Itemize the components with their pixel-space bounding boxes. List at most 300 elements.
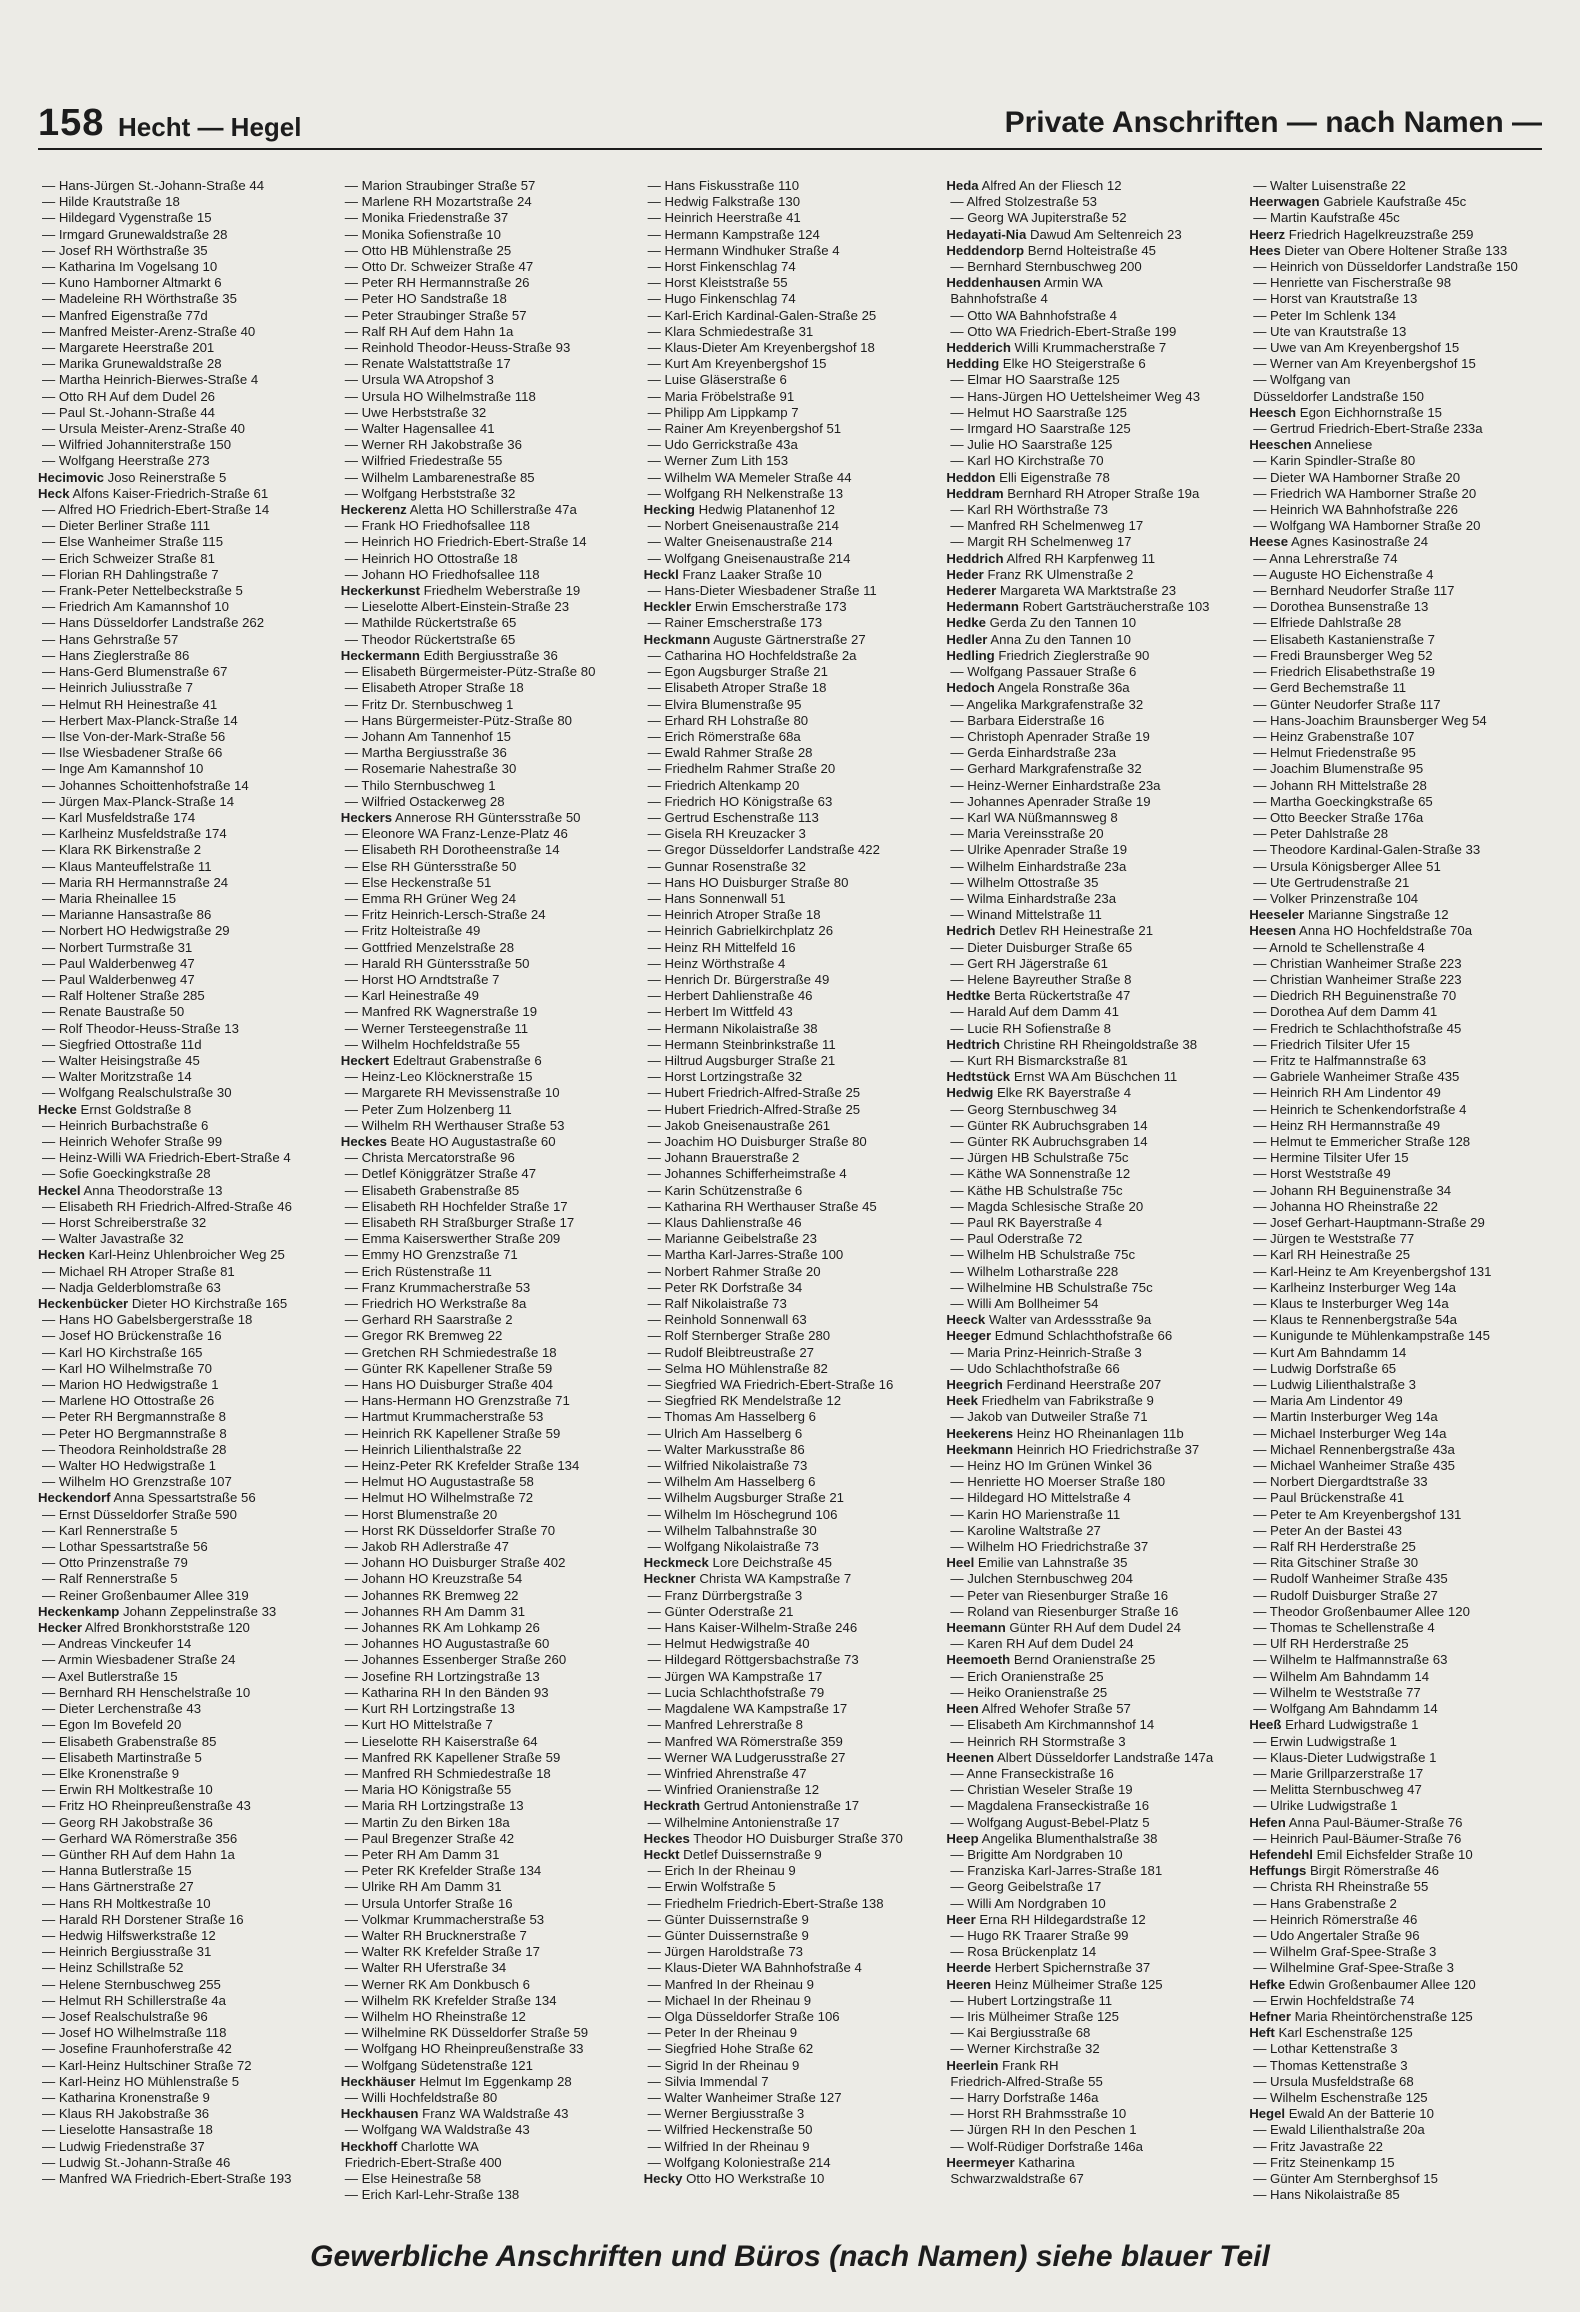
directory-entry: — Elvira Blumenstraße 95 [647,696,802,712]
directory-entry: — Jakob Gneisenaustraße 261 [647,1117,831,1133]
directory-entry: — Wilfried Johanniterstraße 150 [42,437,232,453]
directory-entry: — Hans Bürgermeister-Pütz-Straße 80 [344,712,572,728]
directory-entry: — Bernhard RH Henschelstraße 10 [42,1684,251,1700]
directory-entry: — Elisabeth Atroper Straße 18 [647,680,827,696]
directory-entry: Heckenbücker Dieter HO Kirchstraße 165 [38,1296,288,1312]
directory-entry: — Elisabeth Kastanienstraße 7 [1253,631,1435,647]
directory-entry: — Friedhelm Friedrich-Ebert-Straße 138 [647,1895,884,1911]
directory-entry: Heckt Detlef Duissernstraße 9 [643,1846,822,1862]
directory-entry: Hedayati-Nia Dawud Am Seltenreich 23 [946,226,1182,242]
directory-entry: — Werner Zum Lith 153 [647,453,789,469]
directory-entry: — Wolfgang Passauer Straße 6 [950,664,1137,680]
directory-entry: — Uwe van Am Kreyenbergshof 15 [1253,340,1460,356]
directory-entry: — Heinrich RH Am Lindentor 49 [1253,1085,1441,1101]
directory-entry: — Else Heckenstraße 51 [344,874,492,890]
directory-entry: — Heinz Schillstraße 52 [42,1960,184,1976]
directory-entry: — Wolf-Rüdiger Dorfstraße 146a [950,2138,1143,2154]
directory-entry: — Fritz Steinenkamp 15 [1253,2154,1395,2170]
directory-entry: — Helmut HO Augustastraße 58 [344,1474,534,1490]
directory-entry: Heckes Theodor HO Duisburger Straße 370 [643,1830,903,1846]
directory-entry: — Uwe Herbststraße 32 [344,404,487,420]
directory-entry: — Otto Beecker Straße 176a [1253,809,1424,825]
directory-entry: — Wilhelm te Halfmannstraße 63 [1253,1652,1448,1668]
directory-entry: Heckhäuser Helmut Im Eggenkamp 28 [340,2073,572,2089]
directory-entry: Heerz Friedrich Hagelkreuzstraße 259 [1249,226,1474,242]
directory-entry: Hecken Karl-Heinz Uhlenbroicher Weg 25 [38,1247,285,1263]
directory-entry: — Christian Weseler Straße 19 [950,1782,1133,1798]
directory-entry: — Erich Schweizer Straße 81 [42,550,215,566]
directory-entry: — Winand Mittelstraße 11 [950,907,1102,923]
directory-entry: — Silvia Immendal 7 [647,2073,769,2089]
directory-entry: — Egon Im Bovefeld 20 [42,1717,182,1733]
directory-entry: — Karin Schützenstraße 6 [647,1182,803,1198]
directory-entry: Hedtrich Christine RH Rheingoldstraße 38 [946,1036,1198,1052]
directory-entry: — Ulrike Apenrader Straße 19 [950,842,1128,858]
directory-entry: — Wilhelm RH Werthauser Straße 53 [344,1117,565,1133]
directory-entry: — Helmut RH Schillerstraße 4a [42,1992,226,2008]
directory-entry: — Günter RK Aubruchsgraben 14 [950,1133,1148,1149]
directory-entry: Hedoch Angela Ronstraße 36a [946,680,1130,696]
directory-entry: — Klaus-Dieter Ludwigstraße 1 [1253,1749,1437,1765]
directory-entry: — Rainer Emscherstraße 173 [647,615,823,631]
directory-entry: — Wilhelm Eschenstraße 125 [1253,2089,1428,2105]
directory-entry: — Reinhold Theodor-Heuss-Straße 93 [344,340,571,356]
directory-entry: — Melitta Sternbuschweg 47 [1253,1782,1422,1798]
directory-entry: — Peter RK Krefelder Straße 134 [344,1863,542,1879]
directory-entry: — Elisabeth RH Friedrich-Alfred-Straße 46 [42,1198,292,1214]
directory-entry: — Rolf Theodor-Heuss-Straße 13 [42,1020,239,1036]
directory-entry: — Jürgen te Weststraße 77 [1253,1231,1415,1247]
directory-entry: — Maria Vereinsstraße 20 [950,826,1104,842]
directory-entry: — Ralf Holtener Straße 285 [42,988,205,1004]
directory-entry: — Friedhelm Rahmer Straße 20 [647,761,836,777]
directory-entry: — Christa RH Rheinstraße 55 [1253,1879,1429,1895]
directory-entry: — Else Wanheimer Straße 115 [42,534,224,550]
directory-entry: — Manfred RH Schmiedestraße 18 [344,1765,551,1781]
directory-entry: — Barbara Eiderstraße 16 [950,712,1105,728]
directory-entry: — Ralf RH Auf dem Hahn 1a [344,323,514,339]
directory-entry: — Heinrich Paul-Bäumer-Straße 76 [1253,1830,1462,1846]
directory-entry: — Josef HO Brückenstraße 16 [42,1328,222,1344]
directory-entry: — Maria Am Lindentor 49 [1253,1393,1403,1409]
directory-entry: — Friedrich Elisabethstraße 19 [1253,664,1435,680]
directory-entry: — Fredi Braunsberger Weg 52 [1253,647,1433,663]
directory-entry: Heckrath Gertrud Antonienstraße 17 [643,1798,860,1814]
directory-entry: — Ilse Wiesbadener Straße 66 [42,745,223,761]
directory-entry: — Florian RH Dahlingstraße 7 [42,566,219,582]
directory-entry: — Heinrich Burbachstraße 6 [42,1117,209,1133]
directory-entry: — Klaus RH Jakobstraße 36 [42,2106,210,2122]
directory-entry: — Dorothea Bunsenstraße 13 [1253,599,1429,615]
directory-entry: Heda Alfred An der Fliesch 12 [946,178,1122,193]
directory-entry: Hedermann Robert Gartsträucherstraße 103 [946,599,1210,615]
directory-entry: — Wilfried In der Rheinau 9 [647,2138,810,2154]
directory-entry: — Hilde Krautstraße 18 [42,194,180,210]
directory-entry: — Thomas Am Hasselberg 6 [647,1409,816,1425]
directory-entry: Heckner Christa WA Kampstraße 7 [643,1571,852,1587]
directory-entry: — Joachim Blumenstraße 95 [1253,761,1424,777]
directory-entry: — Hartmut Krummacherstraße 53 [344,1409,544,1425]
directory-entry: Heeren Heinz Mülheimer Straße 125 [946,1976,1163,1992]
directory-entry: — Marianne Hansastraße 86 [42,907,212,923]
directory-entry: — Johannes RK Am Lohkamp 26 [344,1620,540,1636]
directory-entry: — Dieter WA Hamborner Straße 20 [1253,469,1461,485]
directory-entry: — Rudolf Wanheimer Straße 435 [1253,1571,1448,1587]
directory-entry: — Ludwig Friedenstraße 37 [42,2138,205,2154]
directory-entry: Heckermann Edith Bergiusstraße 36 [340,647,558,663]
directory-entry: — Klaus te Insterburger Weg 14a [1253,1296,1449,1312]
directory-entry: — Hermine Tilsiter Ufer 15 [1253,1150,1409,1166]
directory-entry: — Hubert Friedrich-Alfred-Straße 25 [647,1101,861,1117]
directory-entry: — Maria Fröbelstraße 91 [647,388,795,404]
directory-entry: — Axel Butlerstraße 15 [42,1668,178,1684]
directory-entry: — Karlheinz Insterburger Weg 14a [1253,1279,1456,1295]
directory-entry: — Johann RH Beguinenstraße 34 [1253,1182,1452,1198]
directory-entry: — Peter Straubinger Straße 57 [344,307,527,323]
directory-entry: — Werner WA Ludgerusstraße 27 [647,1749,846,1765]
directory-entry: — Friedrich Altenkamp 20 [647,777,800,793]
directory-entry: — Armin Wiesbadener Straße 24 [42,1652,236,1668]
directory-entry: — Günter RK Aubruchsgraben 14 [950,1117,1148,1133]
directory-entry: — Michael RH Atroper Straße 81 [42,1263,235,1279]
directory-entry: — Heinrich HO Friedrich-Ebert-Straße 14 [344,534,587,550]
directory-entry: — Peter RH Am Damm 31 [344,1846,500,1862]
directory-entry: — Marlene RH Mozartstraße 24 [344,194,532,210]
directory-entry: Heddendorp Bernd Holteistraße 45 [946,242,1157,258]
directory-entry: — Günter Duissernstraße 9 [647,1927,809,1943]
directory-entry: Heekmann Heinrich HO Friedrichstraße 37 [946,1441,1200,1457]
directory-entry: — Christa Mercatorstraße 96 [344,1150,515,1166]
directory-entry: — Wolfgang Realschulstraße 30 [42,1085,232,1101]
directory-entry: — Thomas te Schellenstraße 4 [1253,1620,1435,1636]
directory-entry: — Egon Augsburger Straße 21 [647,664,828,680]
directory-entry: — Paul Brückenstraße 41 [1253,1490,1405,1506]
directory-entry: — Willi Am Nordgraben 10 [950,1895,1106,1911]
directory-entry: — Walter RK Krefelder Straße 17 [344,1944,540,1960]
directory-entry: — Horst Schreiberstraße 32 [42,1215,207,1230]
directory-entry: — Ulf RH Herderstraße 25 [1253,1636,1409,1652]
directory-entry: — Walter Moritzstraße 14 [42,1069,192,1085]
directory-entry: — Martha Bergiusstraße 36 [344,745,507,761]
directory-entry: — Fritz HO Rheinpreußenstraße 43 [42,1798,251,1814]
directory-entry: — Günter Duissernstraße 9 [647,1911,809,1927]
directory-entry: — Otto RH Auf dem Dudel 26 [42,388,215,404]
directory-entry: — Erich Römerstraße 68a [647,728,801,744]
directory-entry: — Käthe HB Schulstraße 75c [950,1182,1123,1198]
directory-entry: — Jakob van Dutweiler Straße 71 [950,1409,1148,1425]
directory-entry: — Klaus Dahlienstraße 46 [647,1215,802,1230]
directory-entry: — Wolfgang Heerstraße 273 [42,453,210,469]
directory-entry: — Karl RH Wörthstraße 73 [950,502,1108,518]
directory-entry: — Hugo Finkenschlag 74 [647,291,796,307]
directory-entry: Heerlein Frank RH [946,2057,1059,2073]
directory-entry: — Elisabeth Am Kirchmannshof 14 [950,1717,1155,1733]
directory-entry: — Norbert Turmstraße 31 [42,939,193,955]
directory-entry: — Wilhelm Lotharstraße 228 [950,1263,1119,1279]
directory-entry: — Siegfried Hohe Straße 62 [647,2041,814,2057]
directory-entry: — Eleonore WA Franz-Lenze-Platz 46 [344,826,568,842]
directory-entry: — Günter RK Kapellener Straße 59 [344,1360,553,1376]
directory-entry: — Ursula HO Wilhelmstraße 118 [344,388,536,404]
directory-entry: — Hans-Hermann HO Grenzstraße 71 [344,1393,570,1409]
directory-entry: — Karl-Heinz te Am Kreyenbergshof 131 [1253,1263,1492,1279]
directory-entry: — Kurt Am Bahndamm 14 [1253,1344,1407,1360]
directory-entry: — Franz Dürrbergstraße 3 [647,1587,803,1603]
directory-entry: — Peter RH Hermannstraße 26 [344,275,530,291]
directory-entry: — Heinrich te Schenkendorfstraße 4 [1253,1101,1467,1117]
directory-entry: Hecky Otto HO Werkstraße 10 [643,2170,825,2186]
directory-entry: — Karl WA Nüßmannsweg 8 [950,809,1118,825]
directory-entry: — Peter HO Bergmannstraße 8 [42,1425,227,1441]
directory-entry: — Maria RH Hermannstraße 24 [42,874,229,890]
directory-entry: — Johann Am Tannenhof 15 [344,728,511,744]
directory-entry: — Gerda Einhardstraße 23a [950,745,1117,761]
directory-entry: — Gregor RK Bremweg 22 [344,1328,503,1344]
directory-entry: — Manfred WA Friedrich-Ebert-Straße 193 [42,2170,292,2186]
directory-entry: — Otto WA Friedrich-Ebert-Straße 199 [950,323,1177,339]
directory-entry: — Ludwig Lilienthalstraße 3 [1253,1377,1416,1393]
directory-entry: Hedding Elke HO Steigerstraße 6 [946,356,1146,372]
directory-entry: — Elke Kronenstraße 9 [42,1765,180,1781]
directory-entry: Heckerkunst Friedhelm Weberstraße 19 [340,583,581,599]
directory-entry: — Hans Gehrstraße 57 [42,631,179,647]
directory-entry: — Norbert HO Hedwigstraße 29 [42,923,230,939]
directory-entry: — Ursula Meister-Arenz-Straße 40 [42,421,245,437]
directory-entry: — Gabriele Wanheimer Straße 435 [1253,1069,1460,1085]
directory-entry: — Wilhelm Talbahnstraße 30 [647,1522,817,1538]
directory-entry: — Wolfgang Herbststraße 32 [344,485,516,501]
directory-entry: — Martha Karl-Jarres-Straße 100 [647,1247,844,1263]
footer-note: Gewerbliche Anschriften und Büros (nach Namen) siehe blauer Teil [310,2240,1270,2273]
directory-entry: — Josefine RH Lortzingstraße 13 [344,1668,540,1684]
directory-entry: — Inge Am Kamannshof 10 [42,761,204,777]
directory-entry: — Angelika Markgrafenstraße 32 [950,696,1144,712]
directory-entry: — Else RH Güntersstraße 50 [344,858,517,874]
directory-entry: — Klara RK Birkenstraße 2 [42,842,202,858]
directory-entry: — Udo Gerrickstraße 43a [647,437,798,453]
directory-entry: Hedrich Detlev RH Heinestraße 21 [946,923,1154,939]
directory-entry: — Heinrich Wehofer Straße 99 [42,1133,223,1149]
directory-entry: — Frank HO Friedhofsallee 118 [344,518,530,534]
directory-entry: — Wilfried Heckenstraße 50 [647,2122,813,2138]
directory-entry: — Wolfgang August-Bebel-Platz 5 [950,1814,1150,1830]
directory-entry: — Hermann Nikolaistraße 38 [647,1020,818,1036]
directory-entry: — Elisabeth RH Hochfelder Straße 17 [344,1198,568,1214]
directory-entry: — Maria RH Lortzingstraße 13 [344,1798,524,1814]
directory-entry: — Helmut Hedwigstraße 40 [647,1636,810,1652]
directory-entry: — Hans Sonnenwall 51 [647,890,786,906]
directory-entry: — Marlene HO Ottostraße 26 [42,1393,215,1409]
directory-entry: — Hiltrud Augsburger Straße 21 [647,1052,836,1068]
directory-entry: — Wolfgang van [1253,372,1351,388]
directory-entry: — Georg WA Jupiterstraße 52 [950,210,1127,226]
directory-entry: — Otto Prinzenstraße 79 [42,1555,188,1571]
directory-entry: — Katharina Kronenstraße 9 [42,2089,210,2105]
directory-entry: — Monika Friedenstraße 37 [344,210,509,226]
directory-entry: — Franziska Karl-Jarres-Straße 181 [950,1863,1163,1879]
directory-entry: — Günter Neudorfer Straße 117 [1253,696,1441,712]
directory-entry: — Karl Musfeldstraße 174 [42,809,196,825]
directory-entry: — Hans Kaiser-Wilhelm-Straße 246 [647,1620,858,1636]
directory-entry: — Martin Insterburger Weg 14a [1253,1409,1438,1425]
directory-entry: — Werner Tersteegenstraße 11 [344,1020,529,1036]
directory-entry: — Heinrich Gabrielkirchplatz 26 [647,923,834,939]
directory-entry: — Theodore Kardinal-Galen-Straße 33 [1253,842,1481,858]
directory-entry: — Peter In der Rheinau 9 [647,2025,798,2041]
directory-entry: — Marion HO Hedwigstraße 1 [42,1377,219,1393]
directory-entry: — Michael Wanheimer Straße 435 [1253,1458,1455,1474]
directory-entry: — Erhard RH Lohstraße 80 [647,712,809,728]
directory-entry: — Gunnar Rosenstraße 32 [647,858,806,874]
directory-entry: — Catharina HO Hochfeldstraße 2a [647,647,857,663]
directory-entry: — Wilhelm te Weststraße 77 [1253,1684,1421,1700]
directory-entry: Heese Agnes Kasinostraße 24 [1249,534,1429,550]
page-number: 158 [38,102,105,144]
directory-entry: — Alfred Stolzestraße 53 [950,194,1097,210]
directory-entry: — Wilhelm Einhardstraße 23a [950,858,1127,874]
directory-entry: — Otto HB Mühlenstraße 25 [344,242,512,258]
directory-entry: — Heinrich WA Bahnhofstraße 226 [1253,502,1458,518]
directory-entry: — Walter Markusstraße 86 [647,1441,805,1457]
directory-entry: Heckerenz Aletta HO Schillerstraße 47a [340,502,577,518]
directory-entry: — Marika Grunewaldstraße 28 [42,356,222,372]
directory-entry: — Karl-Heinz Hultschiner Straße 72 [42,2057,252,2073]
directory-entry: Hecking Hedwig Platanenhof 12 [643,502,835,518]
directory-entry: — Frank-Peter Nettelbeckstraße 5 [42,583,243,599]
directory-entry: — Johann HO Duisburger Straße 402 [344,1555,566,1571]
directory-entry: — Winfried Ahrenstraße 47 [647,1765,807,1781]
directory-entry: — Karl-Erich Kardinal-Galen-Straße 25 [647,307,877,323]
directory-entry: — Harry Dorfstraße 146a [950,2089,1099,2105]
directory-columns [38,178,1542,2224]
directory-entry: — Heinrich RH Stormstraße 3 [950,1733,1126,1749]
directory-entry: — Olga Düsseldorfer Straße 106 [647,2008,840,2024]
directory-entry: — Peter An der Bastei 43 [1253,1522,1402,1538]
directory-entry: Heen Alfred Wehofer Straße 57 [946,1701,1131,1717]
directory-entry: — Reinhold Sonnenwall 63 [647,1312,807,1328]
directory-entry: Heesen Anna HO Hochfeldstraße 70a [1249,923,1473,939]
directory-entry: — Rolf Sternberger Straße 280 [647,1328,831,1344]
directory-entry: — Gerhard Markgrafenstraße 32 [950,761,1142,777]
directory-entry: — Heinrich Römerstraße 46 [1253,1911,1418,1927]
directory-entry: — Josef Realschulstraße 96 [42,2008,208,2024]
directory-entry: Heckes Beate HO Augustastraße 60 [340,1133,556,1149]
directory-entry: — Heinz-Peter RK Krefelder Straße 134 [344,1458,580,1474]
directory-entry: — Emma Kaiserswerther Straße 209 [344,1231,561,1247]
directory-entry: — Siegfried Ottostraße 11d [42,1036,202,1052]
directory-entry: — Else Heinestraße 58 [344,2170,482,2186]
directory-entry: — Auguste HO Eichenstraße 4 [1253,566,1434,582]
directory-entry: — Hubert Friedrich-Alfred-Straße 25 [647,1085,861,1101]
directory-entry: Hedke Gerda Zu den Tannen 10 [946,615,1137,631]
directory-entry: — Ralf Nikolaistraße 73 [647,1296,787,1312]
directory-entry: — Gertrud Eschenstraße 113 [647,809,819,825]
directory-entry: — Rudolf Bleibtreustraße 27 [647,1344,814,1360]
directory-entry: — Peter RK Dorfstraße 34 [647,1279,803,1295]
directory-entry: — Ulrike RH Am Damm 31 [344,1879,502,1895]
directory-entry: — Bernhard Neudorfer Straße 117 [1253,583,1455,599]
directory-entry: — Christian Wanheimer Straße 223 [1253,955,1462,971]
directory-entry: — Hildegard Röttgersbachstraße 73 [647,1652,859,1668]
directory-entry: — Wolfgang Nikolaistraße 73 [647,1539,819,1555]
directory-entry: — Horst Finkenschlag 74 [647,259,796,275]
directory-entry: — Manfred Eigenstraße 77d [42,307,208,323]
directory-entry: — Klaus Manteuffelstraße 11 [42,858,212,874]
directory-entry: — Norbert Diergardtstraße 33 [1253,1474,1428,1490]
directory-entry: — Wilfried Friedestraße 55 [344,453,503,469]
directory-entry: — Wilhelmine HB Schulstraße 75c [950,1279,1153,1295]
directory-entry: — Werner RH Jakobstraße 36 [344,437,522,453]
directory-entry: — Wilhelm HO Grenzstraße 107 [42,1474,232,1490]
name-range: Hecht — Hegel [118,112,302,142]
directory-entry: — Ralf RH Herderstraße 25 [1253,1539,1416,1555]
directory-entry: — Walter HO Hedwigstraße 1 [42,1458,216,1474]
directory-entry: Heemann Günter RH Auf dem Dudel 24 [946,1620,1181,1636]
directory-entry: — Wilhelm Graf-Spee-Straße 3 [1253,1944,1437,1960]
directory-entry: — Reiner Großenbaumer Allee 319 [42,1587,249,1603]
directory-entry: Heesch Egon Eichhornstraße 15 [1249,404,1442,420]
directory-entry: — Peter van Riesenburger Straße 16 [950,1587,1169,1603]
directory-entry: — Erwin Hochfeldstraße 74 [1253,1992,1415,2008]
directory-entry: — Willi Hochfeldstraße 80 [344,2089,498,2105]
directory-entry: — Heinz RH Hermannstraße 49 [1253,1117,1441,1133]
directory-entry: — Martha Heinrich-Bierwes-Straße 4 [42,372,259,388]
directory-entry: — Walter RH Brucknerstraße 7 [344,1927,527,1943]
directory-entry: — Paul RK Bayerstraße 4 [950,1215,1103,1230]
directory-entry: — Katharina RH In den Bänden 93 [344,1684,549,1700]
directory-entry: — Martin Kaufstraße 45c [1253,210,1400,226]
directory-entry: — Walter Luisenstraße 22 [1253,178,1406,193]
directory-entry: — Hans-Gerd Blumenstraße 67 [42,664,228,680]
directory-entry: — Wilhelmine Antonienstraße 17 [647,1814,840,1830]
directory-entry: — Wilfried Ostackerweg 28 [344,793,505,809]
directory-entry: Heckhausen Franz WA Waldstraße 43 [340,2106,569,2122]
directory-entry: — Horst Lortzingstraße 32 [647,1069,803,1085]
directory-entry: — Johannes HO Augustastraße 60 [344,1636,550,1652]
directory-entry: — Karl RH Heinestraße 25 [1253,1247,1411,1263]
directory-entry: — Heinrich Heerstraße 41 [647,210,801,226]
directory-entry: — Karoline Waltstraße 27 [950,1522,1101,1538]
directory-entry: — Jürgen WA Kampstraße 17 [647,1668,823,1684]
directory-entry: — Heinrich Atroper Straße 18 [647,907,821,923]
directory-entry: — Renate Walstattstraße 17 [344,356,511,372]
directory-entry: Heekerens Heinz HO Rheinanlagen 11b [946,1425,1184,1441]
directory-entry: — Gerd Bechemstraße 11 [1253,680,1407,696]
directory-entry: Heckendorf Anna Spessartstraße 56 [38,1490,256,1506]
directory-entry: — Wilma Einhardstraße 23a [950,890,1117,906]
directory-entry: — Dorothea Auf dem Damm 41 [1253,1004,1438,1020]
directory-entry: — Johann HO Kreuzstraße 54 [344,1571,523,1587]
directory-entry: — Emmy HO Grenzstraße 71 [344,1247,518,1263]
directory-entry: — Walter RH Uferstraße 34 [344,1960,507,1976]
directory-entry: Bahnhofstraße 4 [950,291,1048,307]
directory-entry: — Heinrich Juliusstraße 7 [42,680,193,696]
directory-entry: — Fritz te Halfmannstraße 63 [1253,1052,1427,1068]
directory-entry: Heddrich Alfred RH Karpfenweg 11 [946,550,1156,566]
directory-entry: — Katharina Im Vogelsang 10 [42,259,218,275]
directory-entry: Friedrich-Alfred-Straße 55 [950,2073,1103,2089]
directory-entry: — Erwin RH Moltkestraße 10 [42,1782,213,1798]
directory-entry: — Karin Spindler-Straße 80 [1253,453,1416,469]
directory-entry: Hecimovic Joso Reinerstraße 5 [38,469,227,485]
directory-entry: — Irmgard HO Saarstraße 125 [950,421,1131,437]
directory-entry: — Gert RH Jägerstraße 61 [950,955,1108,971]
directory-entry: — Anne Franseckistraße 16 [950,1765,1114,1781]
directory-entry: Heckert Edeltraut Grabenstraße 6 [340,1052,542,1068]
directory-entry: — Ursula Musfeldstraße 68 [1253,2073,1414,2089]
directory-entry: — Maria HO Königstraße 55 [344,1782,512,1798]
directory-entry: — Wilhelm WA Memeler Straße 44 [647,469,852,485]
